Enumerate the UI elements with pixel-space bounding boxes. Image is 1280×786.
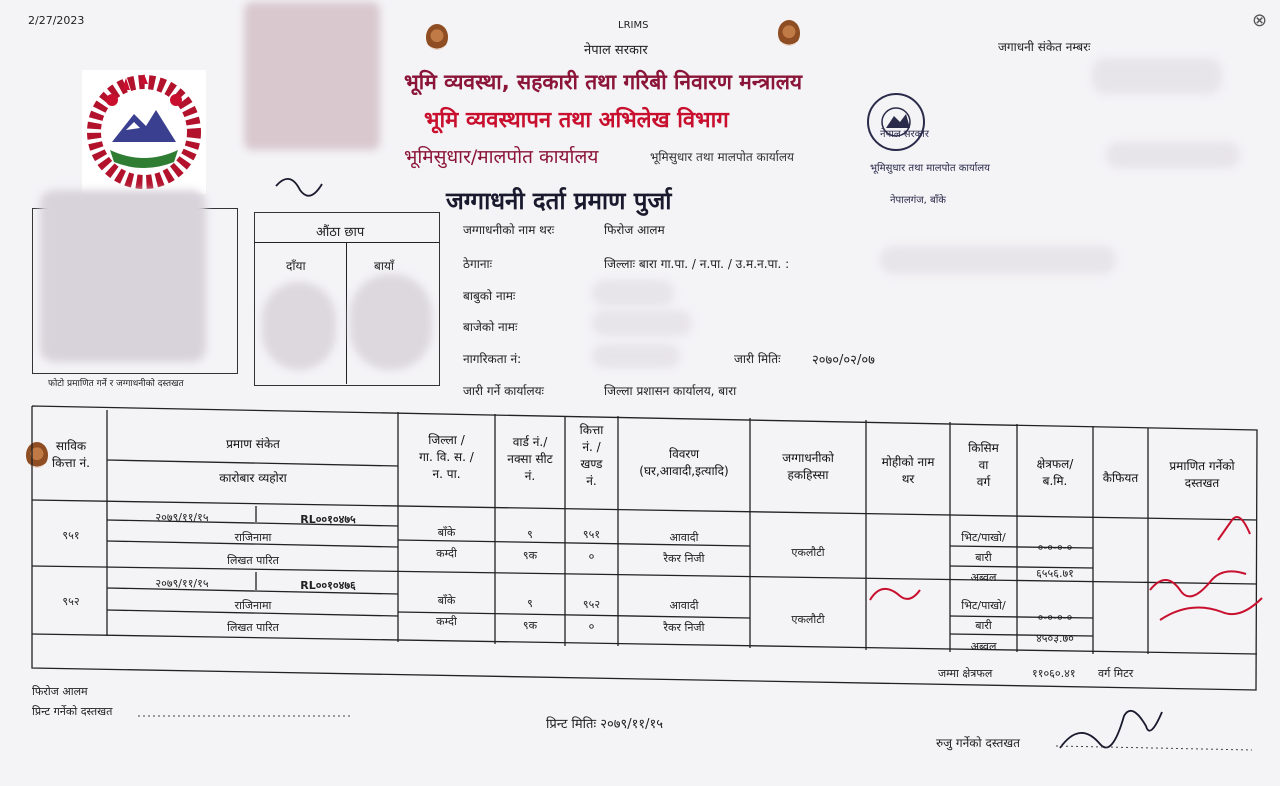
right-thumb-label: दाँया xyxy=(286,259,306,273)
print-date: प्रिन्ट मितिः २०७९/११/१५ xyxy=(546,717,664,732)
government-label: नेपाल सरकार xyxy=(584,43,648,58)
total-area: ११०६०.४१ xyxy=(1032,667,1076,680)
district: बाँके xyxy=(437,526,456,539)
ministry-title: भूमि व्यवस्था, सहकारी तथा गरिबी निवारण मन्त्रालय xyxy=(404,70,803,94)
address-value: जिल्लाः बारा गा.पा. / न.पा. / उ.म.न.पा. : xyxy=(604,257,790,271)
area-ropani: ०-०-०-० xyxy=(1037,611,1073,624)
land-class: भिट/पाखो/ xyxy=(961,531,1006,544)
father-name-label: बाबुको नामः xyxy=(463,289,516,303)
nepal-emblem xyxy=(82,70,206,194)
area-unit: वर्ग मिटर xyxy=(1098,667,1134,680)
redacted-owner-photo xyxy=(40,190,206,362)
land-grade: अब्वल xyxy=(970,571,997,584)
land-ownership-type: रैकर निजी xyxy=(663,621,705,634)
issue-date: २०७०/०२/०७ xyxy=(812,353,875,368)
col-header-share: जग्गाधनीको हकहिस्सा xyxy=(782,451,834,482)
col-header-area: क्षेत्रफल/ ब.मि. xyxy=(1036,457,1074,488)
area-sqm: ४५०३.७० xyxy=(1036,632,1074,645)
left-thumb-label: बायाँ xyxy=(374,259,395,273)
printer-name: फिरोज आलम xyxy=(32,685,88,698)
owner-share: एकलौटी xyxy=(791,546,825,559)
col-header-transaction: कारोबार व्यहोरा xyxy=(219,471,287,485)
land-class-2: बारी xyxy=(975,551,992,564)
transaction-date: २०७९/११/१५ xyxy=(155,511,209,524)
close-icon: ⊗ xyxy=(1252,10,1268,31)
address-label: ठेगानाः xyxy=(463,257,493,271)
ward-number: ९ xyxy=(527,528,533,541)
department-title: भूमि व्यवस्थापन तथा अभिलेख विभाग xyxy=(424,108,729,133)
col-header-ward: वार्ड नं./ नक्सा सीट नं. xyxy=(507,435,553,483)
deed-type: राजिनामा xyxy=(234,599,272,612)
deed-type: राजिनामा xyxy=(234,531,272,544)
land-description: आवादी xyxy=(669,599,699,612)
total-area-label: जम्मा क्षेत्रफल xyxy=(938,667,993,680)
document-title: जग्गाधनी दर्ता प्रमाण पुर्जा xyxy=(446,187,672,215)
system-name: LRIMS xyxy=(618,20,649,31)
land-grade: अब्वल xyxy=(970,640,997,653)
issuing-office: जिल्ला प्रशासन कार्यालय, बारा xyxy=(604,384,737,398)
print-date-stamp: 2/27/2023 xyxy=(28,14,85,27)
owner-name-label: जग्गाधनीको नाम थरः xyxy=(463,223,555,237)
citizenship-label: नागरिकता नं: xyxy=(463,352,522,366)
area-sqm: ६५५६.७१ xyxy=(1036,567,1074,580)
col-header-plot: कित्ता नं. / खण्ड नं. xyxy=(579,423,604,488)
col-header-old-plot: साविक कित्ता नं. xyxy=(51,439,90,470)
transaction-date: २०७९/११/१५ xyxy=(155,577,209,590)
redacted-code-2 xyxy=(1106,142,1240,168)
redacted-left-thumb xyxy=(350,274,432,370)
land-class-2: बारी xyxy=(975,619,992,632)
map-sheet: ९क xyxy=(522,619,538,632)
thumbprint-title: औंठा छाप xyxy=(316,225,365,240)
old-plot-number: ९५१ xyxy=(62,529,80,542)
written-status: लिखत पारित xyxy=(227,621,279,634)
district: बाँके xyxy=(437,594,456,607)
ward-number: ९ xyxy=(527,597,533,610)
seal-text-2: भूमिसुधार तथा मालपोत कार्यालय xyxy=(870,163,990,174)
section-number: ० xyxy=(588,550,595,563)
reference-number: RL००१०४७५ xyxy=(300,513,356,526)
issuing-office-label: जारी गर्ने कार्यालयः xyxy=(463,384,544,398)
photo-caption: फोटो प्रमाणित गर्ने र जग्गाधनीको दस्तखत xyxy=(48,379,184,389)
office-seal xyxy=(856,88,966,198)
redacted-citizenship-number xyxy=(592,344,680,368)
office-name: भूमिसुधार तथा मालपोत कार्यालय xyxy=(650,150,794,164)
col-header-certificate: प्रमाण संकेत xyxy=(226,437,280,451)
redacted-right-thumb xyxy=(262,282,336,370)
redacted-grandfather-name xyxy=(592,310,692,336)
redacted-address xyxy=(880,246,1116,274)
redacted-owner-code xyxy=(1092,58,1222,94)
punch-hole xyxy=(426,24,448,50)
printer-signature-label: प्रिन्ट गर्नेको दस्तखत xyxy=(32,705,113,718)
land-description: आवादी xyxy=(669,531,699,544)
written-status: लिखत पारित xyxy=(227,554,279,567)
vdc: कम्दी xyxy=(436,615,457,628)
seal-text-1: नेपाल सरकार xyxy=(880,129,929,140)
land-ownership-type: रैकर निजी xyxy=(663,552,705,565)
old-plot-number: ९५२ xyxy=(62,595,80,608)
col-header-signature: प्रमाणित गर्नेको दस्तखत xyxy=(1169,459,1235,490)
map-sheet: ९क xyxy=(522,549,538,562)
vdc: कम्दी xyxy=(436,547,457,560)
owner-name: फिरोज आलम xyxy=(604,223,665,237)
issue-date-label: जारी मितिः xyxy=(734,352,781,366)
plot-number: ९५२ xyxy=(582,598,601,611)
col-header-district: जिल्ला / गा. वि. स. / न. पा. xyxy=(419,433,474,481)
reference-number: RL००१०४७६ xyxy=(300,579,356,592)
plot-number: ९५१ xyxy=(582,528,601,541)
redacted-photo-top xyxy=(244,2,380,150)
redacted-father-name xyxy=(592,280,674,306)
verifier-signature-label: रुजु गर्नेको दस्तखत xyxy=(936,736,1020,750)
col-header-tenant: मोहीको नाम थर xyxy=(881,455,935,486)
owner-code-label: जगाधनी संकेत नम्बरः xyxy=(998,40,1091,54)
office-title: भूमिसुधार/मालपोत कार्यालय xyxy=(404,146,599,168)
punch-hole xyxy=(778,20,800,46)
seal-text-3: नेपालगंज, बाँके xyxy=(890,195,946,206)
land-class: भिट/पाखो/ xyxy=(961,599,1006,612)
area-ropani: ०-०-०-० xyxy=(1037,541,1073,554)
col-header-description: विवरण (घर,आवादी,इत्यादि) xyxy=(639,447,729,478)
col-header-land-type: किसिम वा वर्ग xyxy=(968,441,999,489)
grandfather-name-label: बाजेको नामः xyxy=(463,320,518,334)
owner-share: एकलौटी xyxy=(791,613,825,626)
col-header-remarks: कैफियत xyxy=(1102,471,1139,485)
section-number: ० xyxy=(588,620,595,633)
